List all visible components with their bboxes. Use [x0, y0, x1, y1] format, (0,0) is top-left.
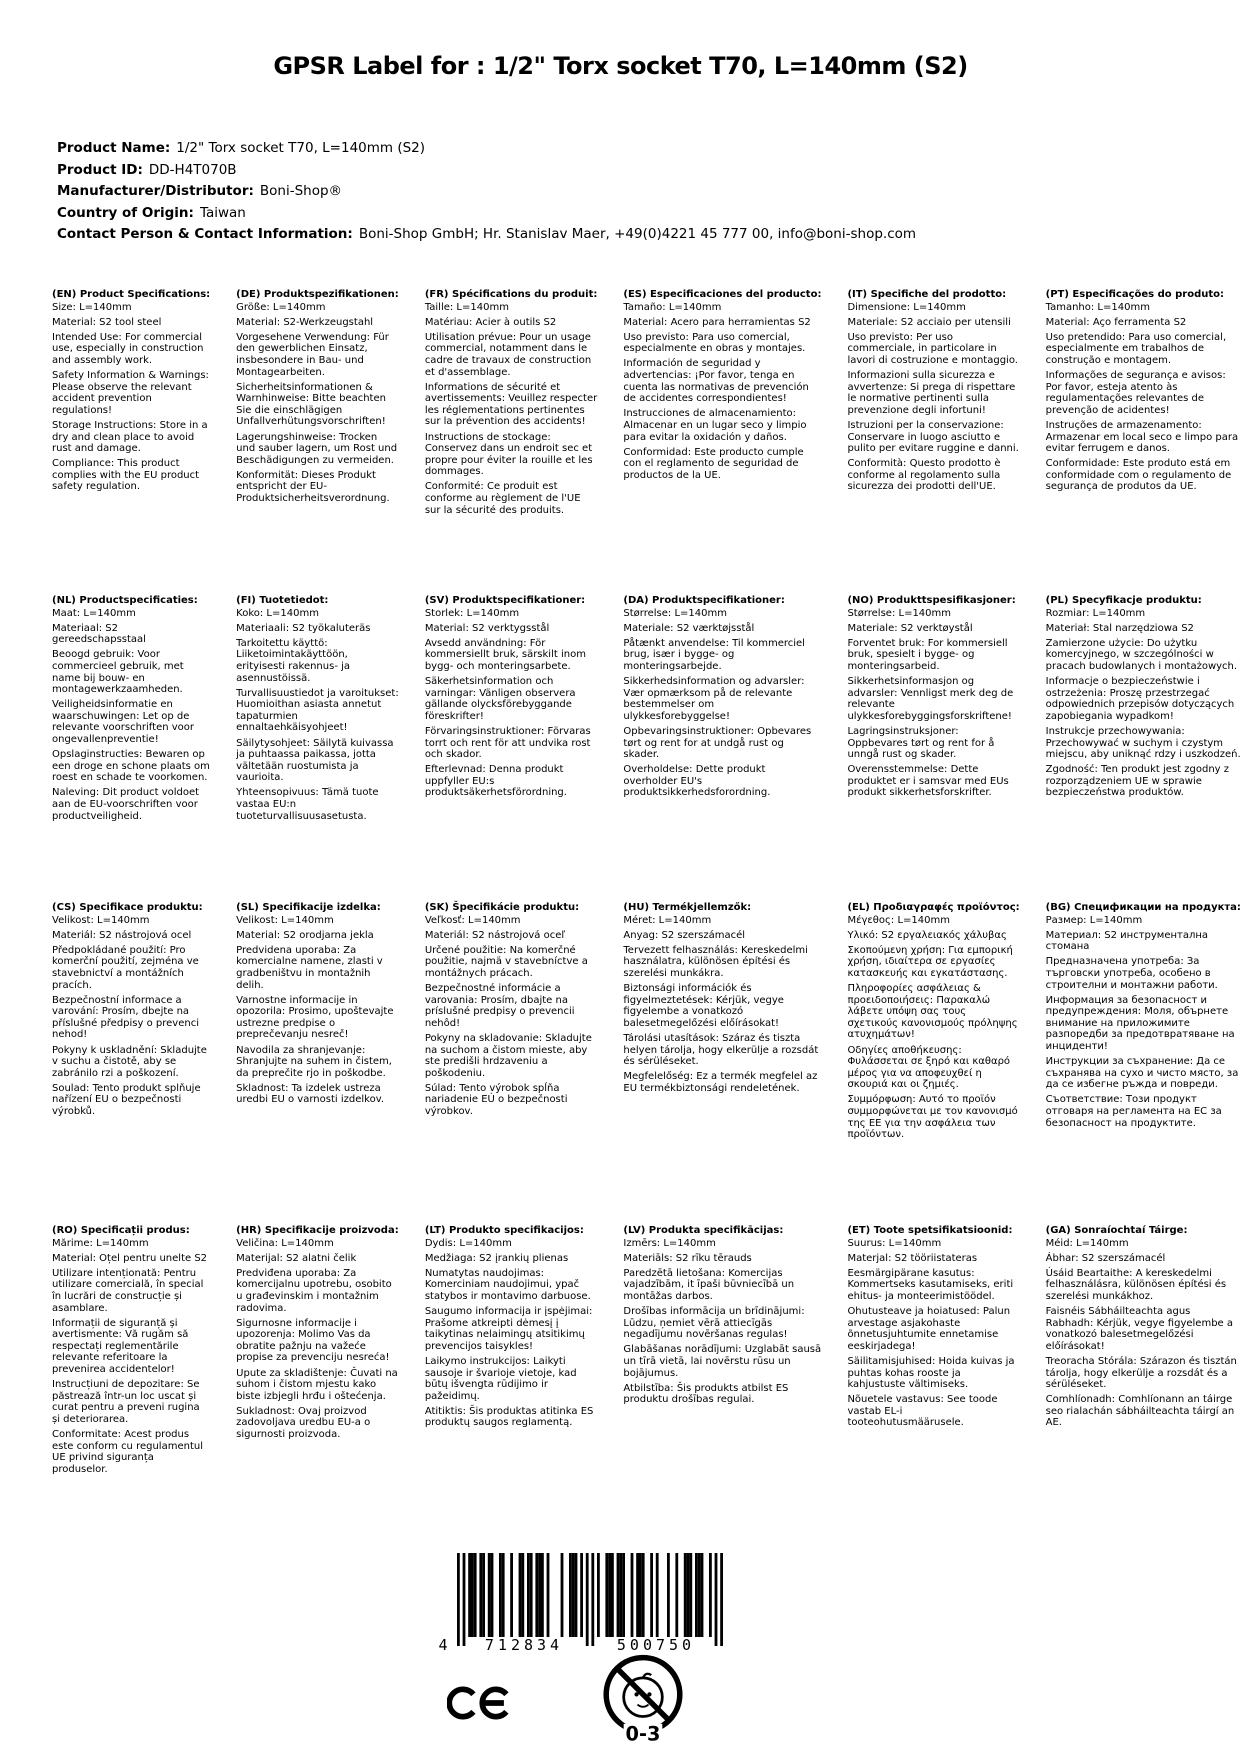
spec-paragraph: Tarkoitettu käyttö: Liiketoimintakäyttöön, erityisesti rakennus- ja asennustöissä. — [236, 637, 351, 684]
spec-paragraph: Pokyny k uskladnění: Skladujte v suchu a čistotě, aby se zabránilo rzi a poškození. — [52, 1044, 207, 1079]
spec-block-header: (SL) Specifikacije izdelka: — [236, 902, 381, 913]
spec-block-header: (IT) Specifiche del prodotto: — [847, 289, 1007, 300]
product-info-label: Country of Origin: — [57, 204, 194, 221]
spec-paragraph: Material: S2 orodjarna jekla — [236, 929, 374, 941]
spec-paragraph: Istruzioni per la conservazione: Conservare in luogo asciutto e pulito per evitare ruggine e danni. — [847, 419, 1019, 455]
spec-paragraph: Materiale: S2 verktøystål — [847, 622, 973, 634]
spec-block-header: (GA) Sonraíochtaí Táirge: — [1045, 1225, 1188, 1236]
spec-block-header: (EL) Προδιαγραφές προϊόντος: — [847, 902, 1020, 913]
spec-paragraph: Určené použitie: Na komerčné použitie, najmä v stavebníctve a montážnych prácach. — [424, 944, 588, 979]
spec-paragraph: Zgodność: Ten produkt jest zgodny z rozporządzeniem UE w sprawie bezpieczeństwa produktów. — [1045, 764, 1230, 799]
spec-paragraph: Инструкции за съхранение: Да се съхранява на сухо и чисто място, за да се избегне ръжда и повреди. — [1045, 1056, 1239, 1091]
spec-paragraph: Instrucțiuni de depozitare: Se păstrează într-un loc uscat și curat pentru a preveni rugina și deteriorarea. — [52, 1379, 200, 1425]
spec-paragraph: Material: S2-Werkzeugstahl — [236, 316, 374, 328]
spec-paragraph: Utilisation prévue: Pour un usage commercial, notamment dans le cadre de travaux de construction et d'assemblage. — [424, 331, 592, 378]
spec-paragraph: Material: Acero para herramientas S2 — [623, 316, 811, 328]
spec-paragraph: Storlek: L=140mm — [424, 607, 520, 619]
spec-paragraph: Predvidena uporaba: Za komercialne namene, zlasti v gradbeništvu in montažnih delih. — [236, 944, 383, 991]
spec-paragraph: Upute za skladištenje: Čuvati na suhom i čistom mjestu kako biste izbjegli hrđu i oštećenja. — [236, 1367, 398, 1402]
spec-block — [52, 289, 210, 493]
spec-block-header: (SK) Špecifikácie produktu: — [424, 902, 580, 913]
spec-paragraph: Ohutusteave ja hoiatused: Palun arvestage asjakohaste õnnetusjuhtumite ennetamise eeskirjadega! — [847, 1306, 1011, 1352]
spec-paragraph: Πληροφορίες ασφάλειας & προειδοποιήσεις: Παρακαλώ λάβετε υπόψη σας τους σχετικούς κανονισμούς πρόληψης ατυχημάτων! — [847, 983, 1018, 1041]
spec-paragraph: Nõuetele vastavus: See toode vastab EL-i tooteohutusmäärusele. — [847, 1394, 998, 1429]
spec-paragraph: Ábhar: S2 szerszámacél — [1045, 1252, 1166, 1264]
spec-paragraph: Bezpečnostné informácie a varovania: Prosím, dbajte na príslušné predpisy o prevencii nehôd! — [424, 983, 575, 1029]
spec-paragraph: Atitiktis: Šis produktas atitinka ES produktų saugos reglamentą. — [424, 1405, 594, 1429]
spec-paragraph: Skladnost: Ta izdelek ustreza uredbi EU o varnosti izdelkov. — [236, 1082, 385, 1106]
spec-block-header: (LV) Produkta specifikācijas: — [623, 1225, 784, 1236]
spec-block-header: (PT) Especificações do produto: — [1045, 289, 1224, 300]
spec-paragraph: Intended Use: For commercial use, especially in construction and assembly work. — [52, 331, 204, 366]
spec-block — [623, 1225, 821, 1406]
age-warning-label: 0-3 — [625, 1722, 661, 1746]
spec-paragraph: Tamaño: L=140mm — [623, 301, 722, 313]
spec-paragraph: Conformità: Questo prodotto è conforme al regolamento sulla sicurezza dei prodotti dell'UE. — [847, 458, 1001, 493]
spec-paragraph: Súlad: Tento výrobok spĺňa nariadenie EÚ o bezpečnosti výrobkov. — [424, 1082, 568, 1117]
spec-paragraph: Size: L=140mm — [52, 301, 132, 313]
spec-block — [847, 289, 1019, 493]
spec-paragraph: Varnostne informacije in opozorila: Prosimo, upoštevajte ustrezne predpise o preprečevanju nesreč! — [236, 994, 394, 1041]
spec-paragraph: Megfelelőség: Ez a termék megfelel az EU termékbiztonsági rendeletének. — [623, 1071, 818, 1094]
spec-paragraph: Veiligheidsinformatie en waarschuwingen: Let op de relevante voorschriften voor ongevallenpreventie! — [52, 699, 195, 746]
spec-paragraph: Navodila za shranjevanje: Shranjujte na suhem in čistem, da preprečite rjo in poškodbe. — [236, 1044, 392, 1079]
spec-block-header: (SV) Produktspecifikationer: — [424, 595, 586, 606]
spec-paragraph: Συμμόρφωση: Αυτό το προϊόν συμμορφώνεται με τον κανονισμό της ΕΕ για την ασφάλεια των προϊόντων. — [847, 1094, 1018, 1141]
spec-block — [623, 289, 821, 481]
spec-paragraph: Avsedd användning: För kommersiellt bruk, särskilt inom bygg- och monteringsarbete. — [424, 637, 586, 672]
spec-paragraph: Úsáid Beartaithe: A kereskedelmi felhasználásra, különösen építési és szerelési munkákhoz. — [1045, 1267, 1227, 1302]
spec-block-header: (FR) Spécifications du produit: — [424, 289, 598, 300]
spec-paragraph: Laikymo instrukcijos: Laikyti sausoje ir švarioje vietoje, kad būtų išvengta rūdijimo ir pažeidimų. — [424, 1355, 577, 1402]
spec-block — [236, 289, 399, 505]
spec-paragraph: Velikost: L=140mm — [52, 914, 150, 926]
spec-block-header: (LT) Produkto specifikacijos: — [424, 1225, 584, 1236]
spec-paragraph: Material: Aço ferramenta S2 — [1045, 316, 1187, 328]
spec-paragraph: Méret: L=140mm — [623, 914, 712, 926]
spec-paragraph: Предназначена употреба: За търговски употреба, особено в строителни и монтажни работи. — [1045, 956, 1218, 991]
spec-block — [52, 595, 210, 822]
age-warning-icon — [597, 1648, 689, 1750]
product-info-value: Boni-Shop GmbH; Hr. Stanislav Maer, +49(0)4221 45 777 00, info@boni-shop.com — [358, 226, 917, 242]
spec-paragraph: Størrelse: L=140mm — [623, 607, 727, 619]
spec-paragraph: Dydis: L=140mm — [424, 1237, 512, 1249]
spec-paragraph: Materjal: S2 tööriistateras — [847, 1252, 978, 1264]
spec-paragraph: Storage Instructions: Store in a dry and clean place to avoid rust and damage. — [52, 419, 208, 455]
spec-paragraph: Lagringsinstruksjoner: Oppbevares tørt og rent for å unngå rust og skader. — [847, 725, 995, 761]
spec-paragraph: Paredzētā lietošana: Komercijas vajadzībām, it īpaši būvniecībā un montāžas darbos. — [623, 1267, 795, 1302]
spec-grid — [52, 289, 1241, 1475]
spec-paragraph: Treoracha Stórála: Szárazon és tisztán tárolja, hogy elkerülje a rozsdát és a sérüléseket. — [1045, 1355, 1237, 1391]
spec-block — [425, 1225, 598, 1429]
spec-paragraph: Conformité: Ce produit est conforme au règlement de l'UE sur la sécurité des produits. — [424, 481, 581, 516]
spec-block — [1046, 289, 1241, 493]
spec-paragraph: Utilizare intenționată: Pentru utilizare comercială, în special în lucrări de construcție și asamblare. — [52, 1267, 204, 1314]
spec-paragraph: Påtænkt anvendelse: Til kommerciel brug, især i bygge- og monteringsarbejde. — [623, 637, 805, 672]
product-info-row — [57, 224, 916, 246]
spec-paragraph: Sikkerhetsinformasjon og advarsler: Vennligst merk deg de relevante ulykkesforebyggingsforskriftene! — [847, 676, 1014, 722]
spec-paragraph: Maat: L=140mm — [52, 607, 136, 619]
spec-paragraph: Overensstemmelse: Dette produktet er i samsvar med EUs produkt sikkerhetsforskrifter. — [847, 764, 1009, 799]
spec-block-header: (NL) Productspecificaties: — [52, 595, 198, 606]
product-info-label: Contact Person & Contact Information: — [57, 226, 353, 242]
spec-block — [236, 902, 399, 1106]
spec-block-header: (FI) Tuotetiedot: — [236, 595, 329, 606]
spec-paragraph: Turvallisuustiedot ja varoitukset: Huomioithan asiasta annetut tapaturmien ennaltaehkäisyohjeet! — [236, 687, 399, 734]
spec-paragraph: Predviđena uporaba: Za komercijalnu upotrebu, osobito u građevinskim i montažnim radovima. — [236, 1267, 392, 1314]
spec-paragraph: Glabāšanas norādījumi: Uzglabāt sausā un tīrā vietā, lai novērstu rūsu un bojājumus. — [623, 1344, 822, 1379]
spec-paragraph: Efterlevnad: Denna produkt uppfyller EU:s produktsäkerhetsförordning. — [424, 764, 567, 799]
spec-paragraph: Tárolási utasítások: Száraz és tiszta helyen tárolja, hogy elkerülje a rozsdát és sérüléseket. — [623, 1032, 819, 1068]
spec-paragraph: Materiał: Stal narzędziowa S2 — [1045, 622, 1194, 634]
spec-paragraph: Größe: L=140mm — [236, 301, 326, 313]
spec-block-header: (CS) Specifikace produktu: — [52, 902, 203, 913]
spec-paragraph: Materiál: S2 nástrojová oceľ — [424, 929, 566, 941]
spec-paragraph: Σκοπούμενη χρήση: Για εμπορική χρήση, ιδιαίτερα σε εργασίες κατασκευής και εγκατάστασης. — [847, 944, 1013, 979]
spec-paragraph: Størrelse: L=140mm — [847, 607, 952, 619]
spec-paragraph: Material: Oțel pentru unelte S2 — [52, 1252, 208, 1264]
spec-paragraph: Sikkerhedsinformation og advarsler: Vær opmærksom på de relevante bestemmelser om ulykkesforebyggelse! — [623, 676, 805, 722]
spec-paragraph: Matériau: Acier à outils S2 — [424, 316, 557, 328]
spec-paragraph: Opslaginstructies: Bewaren op een droge en schone plaats om roest en schade te voorkomen. — [52, 749, 210, 784]
spec-paragraph: Yhteensopivuus: Tämä tuote vastaa EU:n tuoteturvallisuusasetusta. — [236, 787, 379, 822]
spec-paragraph: Veličina: L=140mm — [236, 1237, 334, 1249]
spec-block — [847, 902, 1019, 1141]
spec-paragraph: Opbevaringsinstruktioner: Opbevares tørt og rent for at undgå rust og skader. — [623, 725, 812, 761]
spec-paragraph: Tervezett felhasználás: Kereskedelmi használatra, különösen építési és szerelési munkákra. — [623, 944, 808, 979]
spec-paragraph: Förvaringsinstruktioner: Förvaras torrt och rent för att undvika rost och skador. — [424, 725, 591, 761]
spec-block-header: (BG) Спецификации на продукта: — [1045, 902, 1241, 913]
spec-paragraph: Rozmiar: L=140mm — [1045, 607, 1146, 619]
product-info-label: Product Name: — [57, 140, 171, 156]
spec-paragraph: Säilytysohjeet: Säilytä kuivassa ja puhtaassa paikassa, jotta vältetään ruostumista ja vaurioita. — [236, 737, 394, 784]
spec-paragraph: Informazioni sulla sicurezza e avvertenze: Si prega di rispettare le normative pertinenti sulla prevenzione degli infortuni! — [847, 370, 1016, 416]
spec-paragraph: Compliance: This product complies with the EU product safety regulation. — [52, 458, 200, 493]
spec-block-header: (ES) Especificaciones del producto: — [623, 289, 822, 300]
spec-block — [425, 289, 598, 516]
spec-paragraph: Conformitate: Acest produs este conform cu regulamentul UE privind siguranța produselor. — [52, 1429, 203, 1475]
barcode-first-digit: 4 — [438, 1636, 448, 1654]
spec-paragraph: Μέγεθος: L=140mm — [847, 914, 950, 926]
spec-paragraph: Material: S2 verktygsstål — [424, 622, 550, 634]
spec-paragraph: Instrukcje przechowywania: Przechowywać w suchym i czystym miejscu, aby uniknąć rdzy i uszkodzeń. — [1045, 725, 1241, 761]
spec-paragraph: Uso previsto: Per uso commerciale, in particolare in lavori di costruzione e montaggio. — [847, 331, 1018, 366]
ce-mark-icon — [447, 1672, 513, 1734]
page-title: GPSR Label for : 1/2" Torx socket T70, L=140mm (S2) — [273, 52, 968, 80]
spec-paragraph: Dimensione: L=140mm — [847, 301, 966, 313]
spec-paragraph: Zamierzone użycie: Do użytku komercyjnego, w szczególności w pracach budowlanych i montażowych. — [1045, 637, 1238, 672]
product-info-block — [57, 138, 916, 246]
spec-paragraph: Materiale: S2 acciaio per utensili — [847, 316, 1011, 328]
spec-paragraph: Naleving: Dit product voldoet aan de EU-voorschriften voor productveiligheid. — [52, 787, 200, 822]
spec-block — [52, 1225, 210, 1475]
product-info-value: Boni-Shop® — [259, 183, 343, 199]
spec-paragraph: Suurus: L=140mm — [847, 1237, 942, 1249]
spec-paragraph: Velikost: L=140mm — [236, 914, 334, 926]
spec-paragraph: Faisnéis Sábháilteachta agus Rabhadh: Kérjük, vegye figyelembe a vonatkozó balesetmegelőzési előírásokat! — [1045, 1306, 1233, 1352]
spec-block-header: (EN) Product Specifications: — [52, 289, 211, 300]
spec-paragraph: Material: S2 tool steel — [52, 316, 162, 328]
spec-block — [847, 1225, 1019, 1429]
spec-block — [623, 595, 821, 799]
spec-paragraph: Materiál: S2 nástrojová ocel — [52, 929, 192, 941]
spec-paragraph: Οδηγίες αποθήκευσης: Φυλάσσεται σε ξηρό και καθαρό μέρος για να αποφευχθεί η σκουριά και οι ζημιές. — [847, 1044, 1011, 1091]
spec-block-header: (HR) Specifikacije proizvoda: — [236, 1225, 399, 1236]
spec-paragraph: Υλικό: S2 εργαλειακός χάλυβας — [847, 929, 1007, 941]
spec-paragraph: Instrucciones de almacenamiento: Almacenar en un lugar seco y limpio para evitar la oxidación y daños. — [623, 408, 807, 443]
spec-paragraph: Materiāls: S2 rīku tērauds — [623, 1252, 752, 1264]
spec-paragraph: Comhlíonadh: Comhlíonann an táirge seo rialachán sábháilteachta táirgí an AE. — [1045, 1394, 1235, 1429]
spec-block — [847, 595, 1019, 799]
barcode-left-digits: 712834 — [484, 1636, 564, 1654]
spec-paragraph: Atbilstība: Šis produkts atbilst ES produktu drošības regulai. — [623, 1382, 789, 1406]
spec-block — [1046, 595, 1241, 799]
product-info-value: Taiwan — [199, 204, 246, 221]
spec-paragraph: Anyag: S2 szerszámacél — [623, 929, 746, 941]
spec-paragraph: Medžiaga: S2 įrankių plienas — [424, 1252, 569, 1264]
spec-paragraph: Koko: L=140mm — [236, 607, 319, 619]
product-info-value: 1/2" Torx socket T70, L=140mm (S2) — [176, 140, 426, 156]
spec-paragraph: Informații de siguranță și avertismente: Vă rugăm să respectați reglementările relevante referitoare la prevenirea accidentelor! — [52, 1317, 189, 1376]
product-info-label: Product ID: — [57, 161, 143, 178]
spec-block-header: (NO) Produkttspesifikasjoner: — [847, 595, 1016, 606]
spec-paragraph: Informações de segurança e avisos: Por favor, esteja atento às regulamentações relevantes de prevenção de acidentes! — [1045, 370, 1226, 416]
spec-paragraph: Mărime: L=140mm — [52, 1237, 149, 1249]
spec-paragraph: Konformität: Dieses Produkt entspricht der EU-Produktsicherheitsverordnung. — [236, 469, 390, 504]
spec-paragraph: Materiaal: S2 gereedschapsstaal — [52, 622, 146, 646]
spec-paragraph: Taille: L=140mm — [424, 301, 509, 313]
spec-block — [52, 902, 210, 1118]
spec-paragraph: Předpokládané použití: Pro komerční použití, zejména ve stavebnictví a montážních pracích. — [52, 944, 199, 991]
spec-paragraph: Materijal: S2 alatni čelik — [236, 1252, 357, 1264]
spec-block-header: (DA) Produktspecifikationer: — [623, 595, 785, 606]
product-info-row — [57, 138, 916, 160]
product-info-value: DD-H4T070B — [148, 161, 237, 178]
spec-paragraph: Uso previsto: Para uso comercial, especialmente en obras y montajes. — [623, 331, 806, 355]
spec-paragraph: Veľkosť: L=140mm — [424, 914, 521, 926]
spec-paragraph: Lagerungshinweise: Trocken und sauber lagern, um Rost und Beschädigungen zu vermeiden. — [236, 431, 398, 466]
spec-paragraph: Conformidade: Este produto está em conformidade com o regulamento de segurança de produtos da UE. — [1045, 458, 1232, 493]
product-info-row — [57, 160, 916, 182]
spec-paragraph: Instruções de armazenamento: Armazenar em local seco e limpo para evitar ferrugem e danos. — [1045, 419, 1239, 455]
barcode-bars-icon — [457, 1553, 723, 1648]
spec-paragraph: Pokyny na skladovanie: Skladujte na suchom a čistom mieste, aby ste predišli hrdzaveniu a poškodeniu. — [424, 1032, 592, 1079]
spec-paragraph: Numatytas naudojimas: Komerciniam naudojimui, ypač statybos ir montavimo darbuose. — [424, 1267, 591, 1302]
spec-block-header: (DE) Produktspezifikationen: — [236, 289, 399, 300]
spec-paragraph: Méid: L=140mm — [1045, 1237, 1129, 1249]
spec-paragraph: Материал: S2 инструментална стомана — [1045, 929, 1209, 953]
spec-block — [236, 595, 399, 822]
spec-paragraph: Съответствие: Този продукт отговаря на регламента на ЕС за безопасност на продуктите. — [1045, 1094, 1222, 1129]
spec-paragraph: Sicherheitsinformationen & Warnhinweise: Bitte beachten Sie die einschlägigen Unfallverhütungsvorschriften! — [236, 381, 386, 428]
spec-paragraph: Soulad: Tento produkt splňuje nařízení EU o bezpečnosti výrobků. — [52, 1082, 201, 1117]
spec-paragraph: Uso pretendido: Para uso comercial, especialmente em trabalhos de construção e montagem. — [1045, 331, 1227, 366]
product-info-label: Manufacturer/Distributor: — [57, 183, 254, 199]
spec-paragraph: Sukladnost: Ovaj proizvod zadovoljava uredbu EU-a o sigurnosti proizvoda. — [236, 1405, 371, 1440]
spec-block — [623, 902, 821, 1094]
spec-paragraph: Informations de sécurité et avertissements: Veuillez respecter les réglementations pertinentes sur la prévention des accidents! — [424, 381, 598, 428]
spec-paragraph: Информация за безопасност и предупреждения: Моля, обърнете внимание на приложимите разпоредби за предотвратяване на инциденти! — [1045, 994, 1235, 1053]
spec-paragraph: Sigurnosne informacije i upozorenja: Molimo Vas da obratite pažnju na važeće propise za prevenciju nesreća! — [236, 1317, 390, 1364]
spec-block — [1046, 1225, 1241, 1429]
product-info-row — [57, 203, 916, 225]
spec-block — [425, 595, 598, 799]
spec-block-header: (HU) Termékjellemzők: — [623, 902, 752, 913]
spec-paragraph: Información de seguridad y advertencias: ¡Por favor, tenga en cuenta las normativas de prevención de accidentes correspondientes! — [623, 358, 809, 405]
spec-paragraph: Saugumo informacija ir įspėjimai: Prašome atkreipti dėmesį į taikytinas nelaimingų atsitikimų prevencijos taisykles! — [424, 1306, 593, 1352]
product-info-row — [57, 181, 916, 203]
spec-paragraph: Safety Information & Warnings: Please observe the relevant accident prevention regulations! — [52, 370, 209, 416]
barcode-right-digits: 500750 — [616, 1636, 696, 1654]
spec-paragraph: Izmērs: L=140mm — [623, 1237, 716, 1249]
spec-block — [236, 1225, 399, 1441]
spec-paragraph: Säkerhetsinformation och varningar: Vänligen observera gällande olycksförebyggande föreskrifter! — [424, 676, 576, 722]
spec-paragraph: Materiale: S2 værktøjsstål — [623, 622, 755, 634]
spec-paragraph: Tamanho: L=140mm — [1045, 301, 1150, 313]
spec-block — [425, 902, 598, 1118]
spec-paragraph: Informacje o bezpieczeństwie i ostrzeżenia: Proszę przestrzegać odpowiednich przepisów dotyczących zapobiegania wypadkom! — [1045, 676, 1235, 722]
spec-paragraph: Eesmärgipärane kasutus: Kommertseks kasutamiseks, eriti ehitus- ja monteerimistöödel. — [847, 1267, 1014, 1302]
spec-paragraph: Conformidad: Este producto cumple con el reglamento de seguridad de productos de la UE. — [623, 446, 804, 481]
spec-block-header: (PL) Specyfikacje produktu: — [1045, 595, 1202, 606]
spec-paragraph: Biztonsági információk és figyelmeztetések: Kérjük, vegye figyelembe a vonatkozó balesetmegelőzési előírásokat! — [623, 983, 784, 1029]
spec-block-header: (RO) Specificații produs: — [52, 1225, 190, 1236]
spec-paragraph: Materiaali: S2 työkaluteräs — [236, 622, 371, 634]
spec-paragraph: Drošības informācija un brīdinājumi: Lūdzu, ņemiet vērā attiecīgās negadījumu novēršanas regulas! — [623, 1306, 805, 1341]
spec-paragraph: Beoogd gebruik: Voor commercieel gebruik, met name bij bouw- en montagewerkzaamheden. — [52, 649, 184, 696]
spec-paragraph: Forventet bruk: For kommersiell bruk, spesielt i bygge- og monteringsarbeid. — [847, 637, 1008, 672]
spec-paragraph: Bezpečnostní informace a varování: Prosím, dbejte na příslušné předpisy o prevenci nehod! — [52, 994, 199, 1041]
spec-block — [1046, 902, 1241, 1129]
spec-paragraph: Overholdelse: Dette produkt overholder EU's produktsikkerhedsforordning. — [623, 764, 771, 799]
spec-paragraph: Säilitamisjuhised: Hoida kuivas ja puhtas kohas rooste ja kahjustuste vältimiseks. — [847, 1355, 1015, 1391]
spec-paragraph: Instructions de stockage: Conservez dans un endroit sec et propre pour éviter la rouille et les dommages. — [424, 431, 593, 478]
spec-paragraph: Vorgesehene Verwendung: Für den gewerblichen Einsatz, insbesondere in Bau- und Montagearbeiten. — [236, 331, 389, 378]
spec-block-header: (ET) Toote spetsifikatsioonid: — [847, 1225, 1013, 1236]
spec-paragraph: Размер: L=140mm — [1045, 914, 1143, 926]
